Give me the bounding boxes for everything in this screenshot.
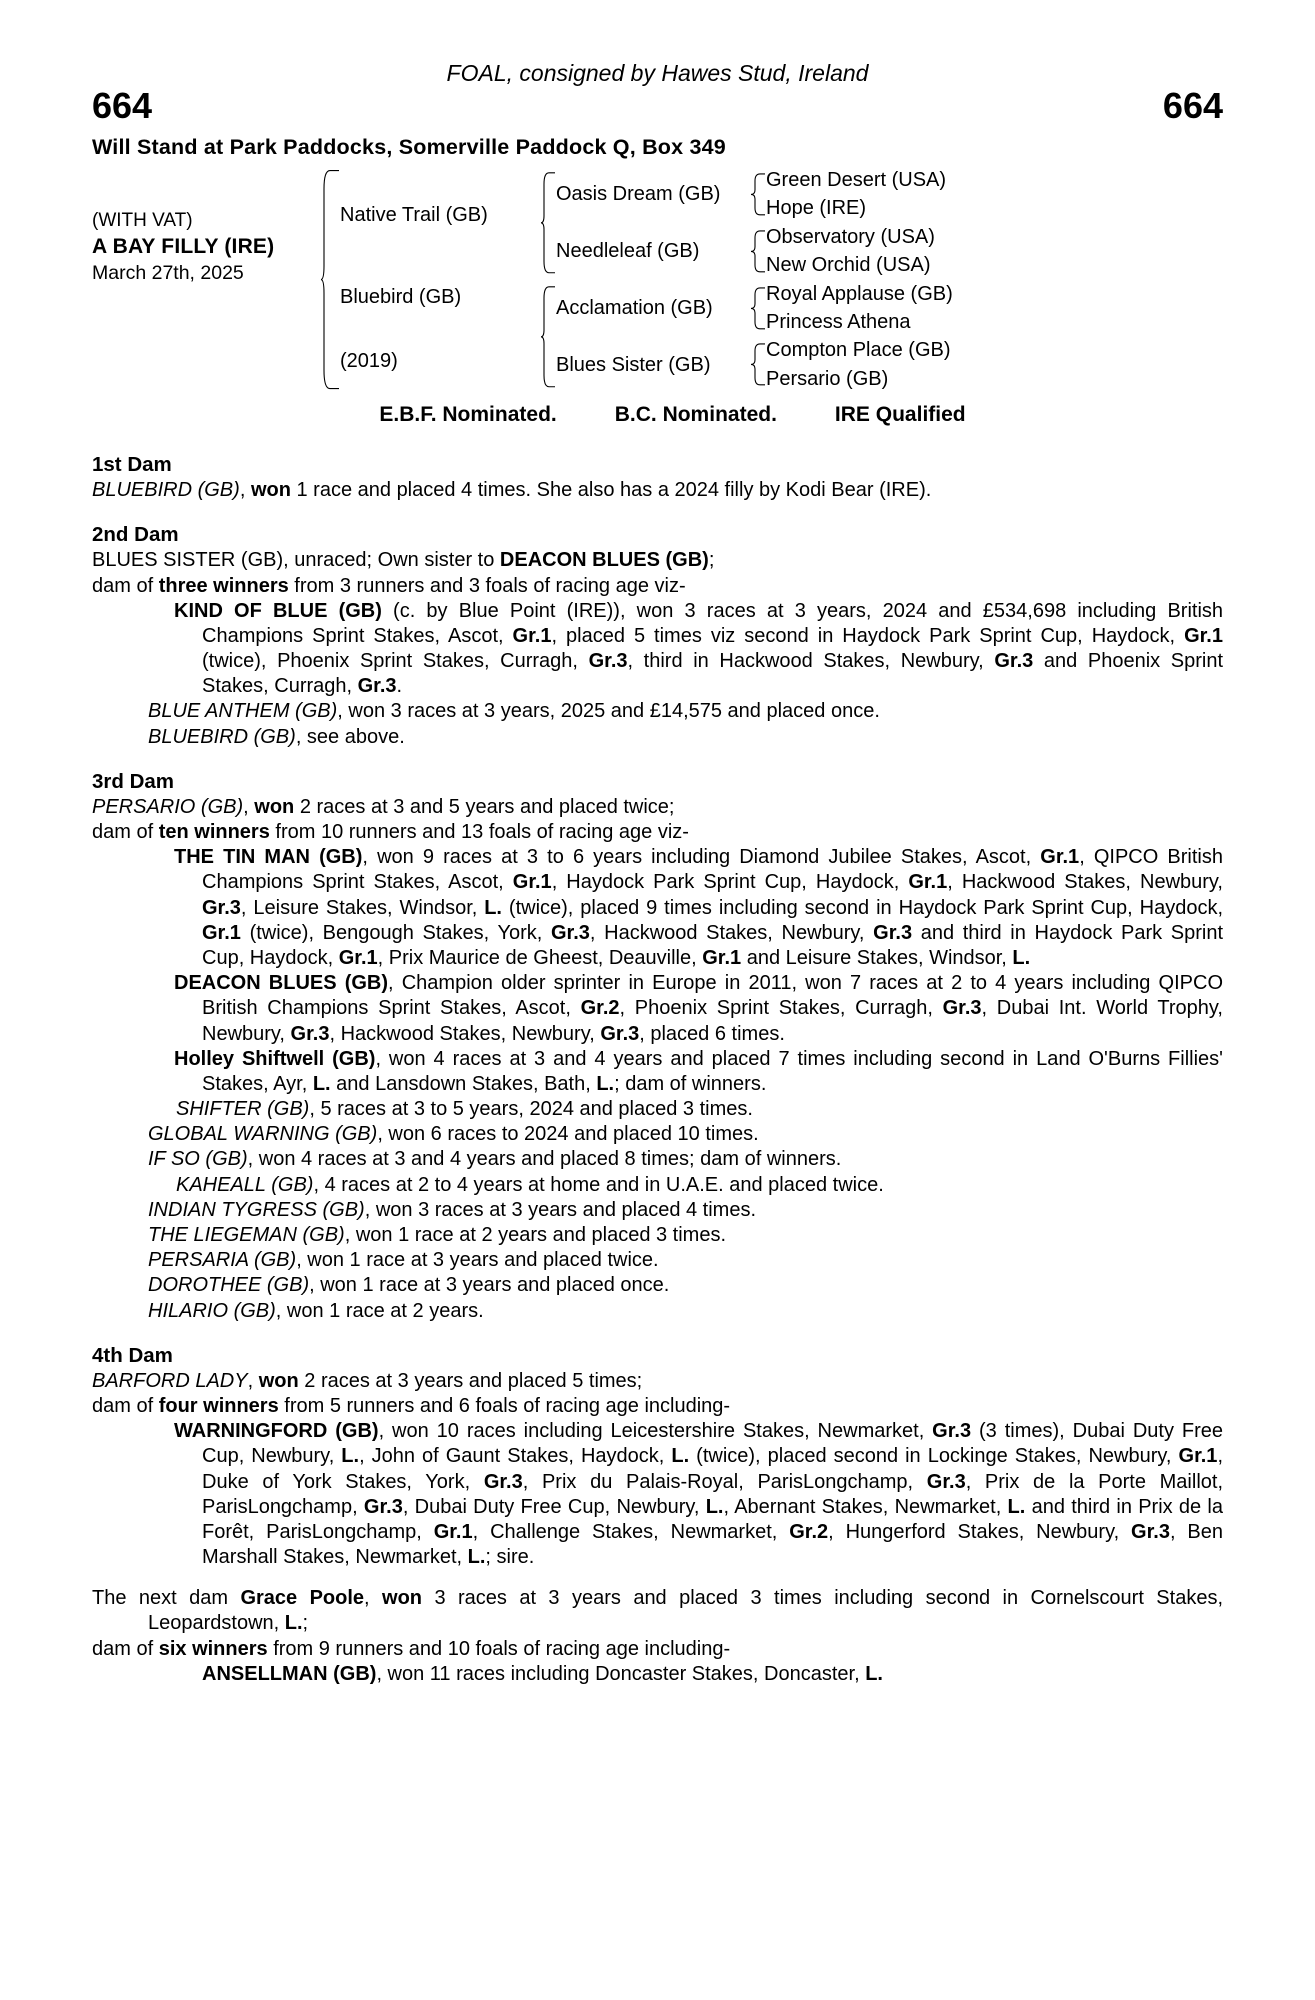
nomination-row [92, 403, 1223, 427]
dam-1-line-1: BLUEBIRD (GB), won 1 race and placed 4 times. She also has a 2024 filly by Kodi Bear (IRE). [92, 479, 932, 502]
gen4-block-2 [750, 223, 1010, 280]
dam-4-line-1: BARFORD LADY, won 2 races at 3 years and placed 5 times; [92, 1369, 643, 1392]
dam-dam-name: Blues Sister (GB) [556, 353, 711, 376]
next-dam-produce-1: ANSELLMAN (GB), won 11 races including Doncaster Stakes, Doncaster, L. [202, 1662, 883, 1685]
dam-group [340, 265, 540, 393]
gen4-name-5: Royal Applause (GB) [766, 282, 953, 305]
dam-3-produce-9: DOROTHEE (GB), won 1 race at 3 years and placed once. [148, 1274, 670, 1297]
bc-nominated: B.C. Nominated. [614, 403, 777, 427]
ire-qualified: IRE Qualified [834, 403, 966, 427]
dam-2-produce-2: BLUE ANTHEM (GB), won 3 races at 3 years, 2025 and £14,575 and placed once. [148, 700, 880, 723]
dam-2-produce-3: BLUEBIRD (GB), see above. [148, 725, 405, 748]
dam-3-produce-4: GLOBAL WARNING (GB), won 6 races to 2024 and placed 10 times. [148, 1123, 759, 1146]
gen4-name-7: Compton Place (GB) [766, 339, 951, 362]
dam-3-produce-2: DEACON BLUES (GB), Champion older sprinter in Europe in 2011, won 7 races at 2 to 4 years including QIPCO British Champions Sprint Stakes, Ascot, Gr.2, Phoenix Sprint Stakes, Curragh, Gr.3, Dubai Int. World Trophy, Newbury, Gr.3, Hackwood Stakes, Newbury, Gr.3, placed 6 times. [174, 972, 1223, 1045]
sire-group [340, 166, 540, 265]
brace-gen4-4 [750, 336, 766, 393]
gen4-block-1 [750, 166, 1010, 223]
vat-note: (WITH VAT) [92, 210, 193, 231]
brace-dam-parents [540, 280, 556, 394]
gen4-name-4: New Orchid (USA) [766, 254, 931, 277]
sire-sire-name: Oasis Dream (GB) [556, 183, 721, 206]
brace-gen4-3 [750, 280, 766, 337]
dam-2-line-2: dam of three winners from 3 runners and 3 foals of racing age viz- [92, 574, 686, 597]
consignor-line: FOAL, consigned by Hawes Stud, Ireland [446, 60, 869, 86]
lot-number-left: 664 [92, 85, 153, 126]
gen4-name-1: Green Desert (USA) [766, 169, 947, 191]
brace-sire-parents [540, 166, 556, 280]
dam-3-produce-3a: SHIFTER (GB), 5 races at 3 to 5 years, 2024 and placed 3 times. [176, 1098, 753, 1121]
gen4-name-6: Princess Athena [766, 310, 911, 333]
dam-3-produce-6: INDIAN TYGRESS (GB), won 3 races at 3 years and placed 4 times. [148, 1198, 757, 1221]
dam-sire-name: Acclamation (GB) [556, 296, 713, 319]
pedigree-gen4 [750, 166, 1010, 393]
sire-name: Native Trail (GB) [340, 204, 488, 227]
spacer [92, 1570, 1223, 1586]
dam-name: Bluebird (GB) [340, 285, 462, 308]
dam-3-produce-7: THE LIEGEMAN (GB), won 1 race at 2 years and placed 3 times. [148, 1224, 727, 1246]
dam-3-produce-3: Holley Shiftwell (GB), won 4 races at 3 and 4 years and placed 7 times including second in Land O'Burns Fillies' Stakes, Ayr, L. and Lansdown Stakes, Bath, L.; dam of winners. [174, 1047, 1223, 1095]
lot-number-right: 664 [1162, 85, 1223, 126]
dam-4-line-2: dam of four winners from 5 runners and 6 foals of racing age including- [92, 1394, 731, 1417]
dam-parents [556, 280, 750, 394]
dam-2-line-1: BLUES SISTER (GB), unraced; Own sister to DEACON BLUES (GB); [92, 549, 715, 572]
dam-3-produce-5a: KAHEALL (GB), 4 races at 2 to 4 years at home and in U.A.E. and placed twice. [176, 1173, 884, 1196]
gen4-name-8: Persario (GB) [766, 367, 889, 390]
dam-heading-1: 1st Dam [92, 453, 172, 477]
dam-3-produce-5: IF SO (GB), won 4 races at 3 and 4 years and placed 8 times; dam of winners. [148, 1148, 842, 1171]
gen4-block-4 [750, 336, 1010, 393]
dam-heading-4: 4th Dam [92, 1343, 173, 1367]
dam-3-produce-10: HILARIO (GB), won 1 race at 2 years. [148, 1299, 484, 1322]
brace-gen1 [320, 166, 340, 393]
dam-year: (2019) [340, 349, 398, 372]
dam-3-produce-1: THE TIN MAN (GB), won 9 races at 3 to 6 years including Diamond Jubilee Stakes, Ascot, Gr.1, QIPCO British Champions Sprint Stakes, Ascot, Gr.1, Haydock Park Sprint Cup, Haydock, Gr.1, Hackwood Stakes, Newbury, Gr.3, Leisure Stakes, Windsor, L. (twice), placed 9 times including second in Haydock Park Sprint Cup, Haydock, Gr.1 (twice), Bengough Stakes, York, Gr.3, Hackwood Stakes, Newbury, Gr.3 and third in Haydock Park Sprint Cup, Haydock, Gr.1, Prix Maurice de Gheest, Deauville, Gr.1 and Leisure Stakes, Windsor, L. [174, 846, 1223, 969]
brace-gen4-1 [750, 166, 766, 223]
brace-gen4-2 [750, 223, 766, 280]
stand-location-line: Will Stand at Park Paddocks, Somerville Paddock Q, Box 349 [92, 135, 726, 159]
pedigree-subject [92, 166, 320, 393]
subject-foaling-date: March 27th, 2025 [92, 262, 244, 285]
ebf-nominated: E.B.F. Nominated. [379, 403, 557, 427]
dam-parents-block [540, 280, 750, 394]
subject-description: A BAY FILLY (IRE) [92, 235, 275, 259]
dam-3-line-1: PERSARIO (GB), won 2 races at 3 and 5 years and placed twice; [92, 795, 675, 818]
dam-heading-2: 2nd Dam [92, 523, 179, 547]
gen4-name-2: Hope (IRE) [766, 197, 867, 220]
lot-number-row [92, 85, 1223, 127]
sire-parents-block [540, 166, 750, 280]
sire-dam-name: Needleleaf (GB) [556, 239, 700, 262]
sire-parents [556, 166, 750, 280]
pedigree-chart [92, 166, 1223, 393]
pedigree-gen3-wrap [540, 166, 750, 393]
dam-heading-3: 3rd Dam [92, 769, 175, 793]
gen4-name-3: Observatory (USA) [766, 225, 935, 248]
gen4-block-3 [750, 280, 1010, 337]
dam-2-produce-1: KIND OF BLUE (GB) (c. by Blue Point (IRE)), won 3 races at 3 years, 2024 and £534,698 including British Champions Sprint Stakes, Ascot, Gr.1, placed 5 times viz second in Haydock Park Sprint Cup, Haydock, Gr.1 (twice), Phoenix Sprint Stakes, Curragh, Gr.3, third in Hackwood Stakes, Newbury, Gr.3 and Phoenix Sprint Stakes, Curragh, Gr.3. [174, 599, 1224, 698]
dam-3-produce-8: PERSARIA (GB), won 1 race at 3 years and placed twice. [148, 1249, 659, 1272]
next-dam-line-2: dam of six winners from 9 runners and 10 foals of racing age including- [92, 1637, 731, 1660]
dam-4-produce-1: WARNINGFORD (GB), won 10 races including Leicestershire Stakes, Newmarket, Gr.3 (3 times), Dubai Duty Free Cup, Newbury, L., John of Gaunt Stakes, Haydock, L. (twice), placed second in Lockinge Stakes, Newbury, Gr.1, Duke of York Stakes, York, Gr.3, Prix du Palais-Royal, ParisLongchamp, Gr.3, Prix de la Porte Maillot, ParisLongchamp, Gr.3, Dubai Duty Free Cup, Newbury, L., Abernant Stakes, Newmarket, L. and third in Prix de la Forêt, ParisLongchamp, Gr.1, Challenge Stakes, Newmarket, Gr.2, Hungerford Stakes, Newbury, Gr.3, Ben Marshall Stakes, Newmarket, L.; sire. [174, 1420, 1224, 1569]
pedigree-gen2 [340, 166, 540, 393]
dam-3-line-2: dam of ten winners from 10 runners and 13 foals of racing age viz- [92, 821, 689, 843]
next-dam-line-1: The next dam Grace Poole, won 3 races at 3 years and placed 3 times including second in Cornelscourt Stakes, Leopardstown, L.; [92, 1587, 1224, 1635]
